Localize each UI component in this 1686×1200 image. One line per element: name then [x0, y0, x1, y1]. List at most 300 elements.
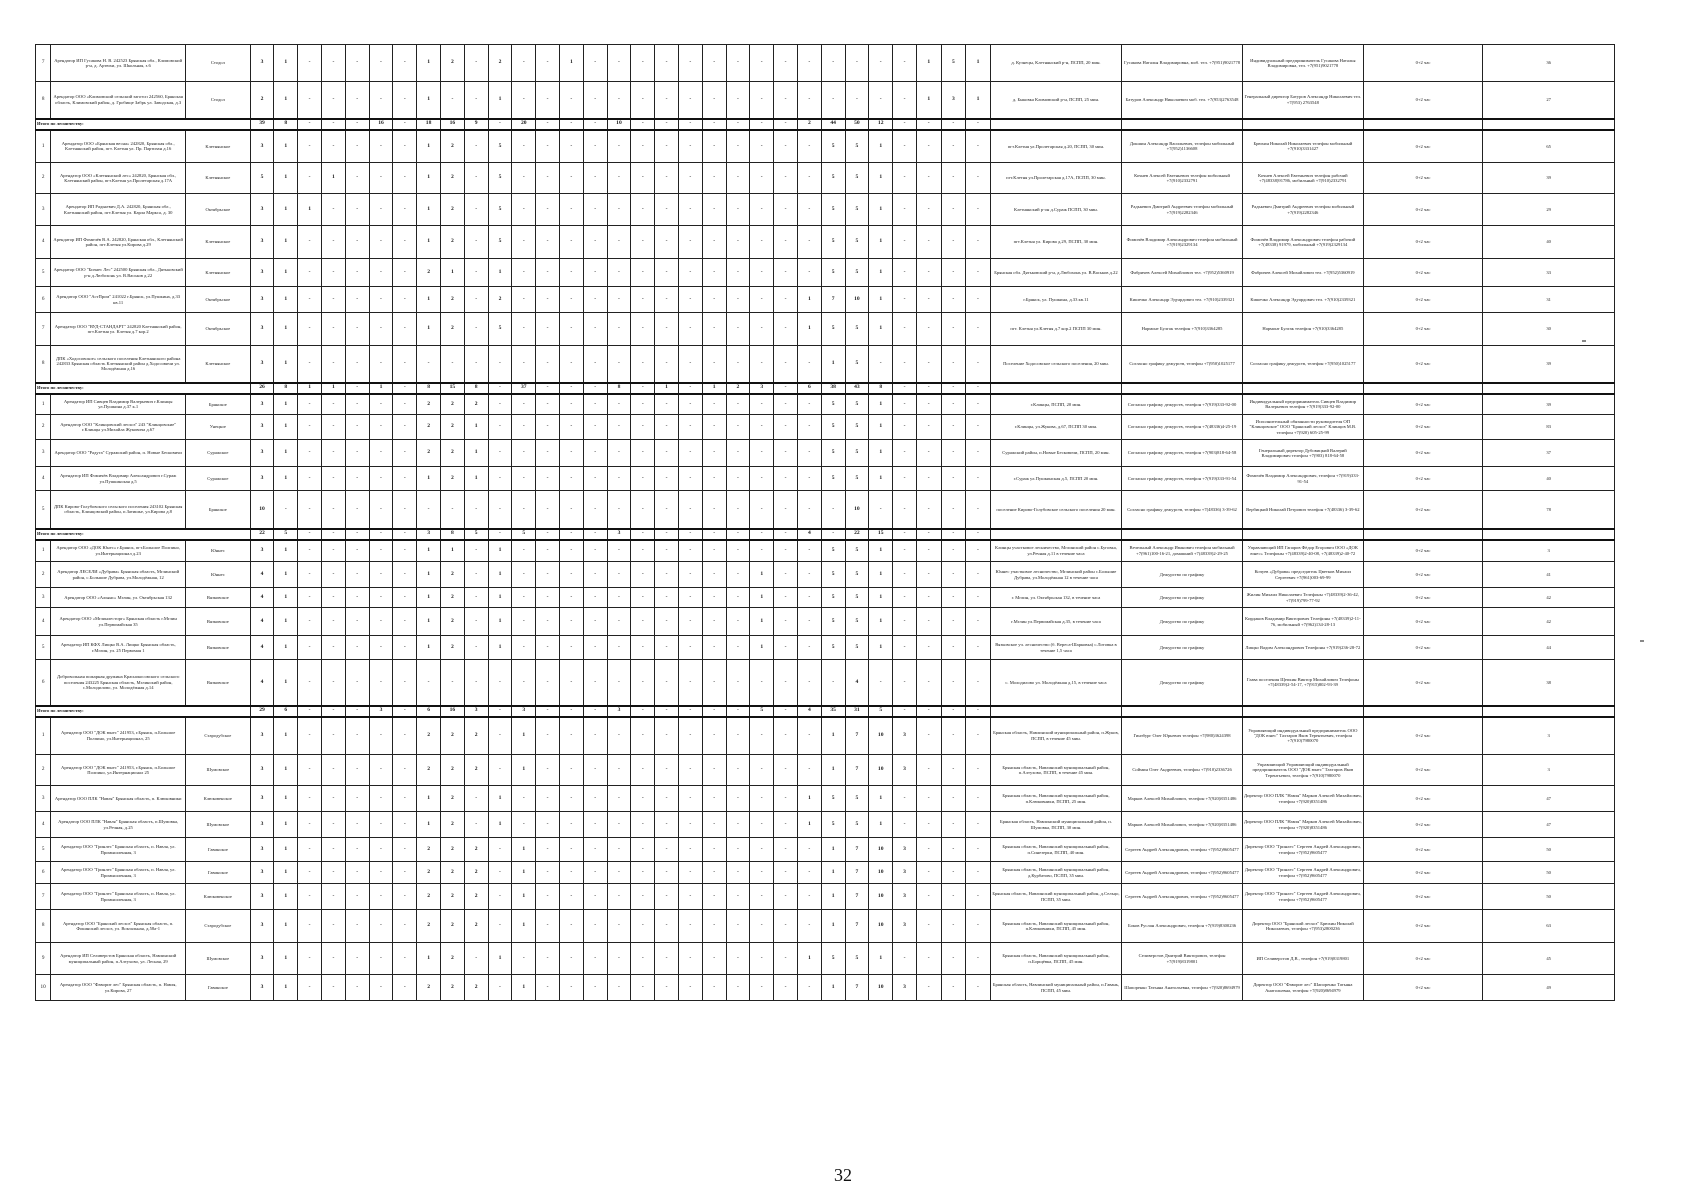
- resource-count-cell: -: [678, 755, 702, 786]
- resource-count-cell: -: [774, 287, 798, 313]
- resource-count-cell: -: [774, 440, 798, 467]
- resource-count-cell: -: [966, 415, 991, 440]
- resource-count-cell: -: [726, 491, 750, 529]
- resource-count-cell: -: [464, 226, 488, 259]
- table-row: [36, 975, 1615, 1001]
- contact-cell: Генеральный директор Батуров Александр Николаевич тел. +7(953) 2763548: [1242, 82, 1363, 119]
- resource-count-cell: 2: [440, 45, 464, 82]
- resource-count-cell: -: [583, 608, 607, 636]
- resource-count-cell: -: [369, 259, 393, 287]
- resource-count-cell: -: [393, 786, 417, 812]
- resource-count-cell: -: [440, 82, 464, 119]
- resource-count-cell: -: [797, 540, 821, 562]
- resource-count-cell: 1: [417, 588, 441, 608]
- resource-count-cell: 1: [274, 163, 298, 194]
- resource-count-cell: -: [559, 313, 583, 346]
- tenant-cell: Арендатор ООО «ДОК Юнес» г.Брянск, пгт.Большое Полпино, ул.Интернационал д.23: [51, 540, 186, 562]
- empty-cell: [990, 706, 1121, 717]
- resource-count-cell: -: [369, 45, 393, 82]
- resource-count-cell: 1: [821, 910, 845, 943]
- table-row: [36, 717, 1615, 755]
- subtotal-value-cell: 18: [417, 119, 441, 130]
- subtotal-value-cell: -: [345, 119, 369, 130]
- resource-count-cell: 1: [417, 786, 441, 812]
- resource-count-cell: -: [512, 415, 536, 440]
- resource-count-cell: -: [322, 394, 346, 415]
- resource-count-cell: 1: [274, 394, 298, 415]
- resource-count-cell: -: [298, 717, 322, 755]
- subtotal-value-cell: 5: [512, 529, 536, 540]
- resource-count-cell: -: [512, 562, 536, 588]
- resource-count-cell: -: [369, 862, 393, 884]
- resource-count-cell: -: [607, 717, 631, 755]
- forestry-district-cell: Клюковенское: [186, 884, 251, 910]
- subtotal-value-cell: -: [322, 706, 346, 717]
- tenant-cell: Арендатор ООО "ВУД-СТАНДАРТ" 242820 Клетнянский район, пгт.Клетня ул. Клетня д.7 кор.2: [51, 313, 186, 346]
- subtotal-value-cell: -: [726, 529, 750, 540]
- empty-cell: [1363, 383, 1483, 394]
- empty-cell: [1242, 383, 1363, 394]
- resource-count-cell: 1: [274, 562, 298, 588]
- resource-count-cell: 2: [440, 786, 464, 812]
- resource-count-cell: -: [702, 82, 726, 119]
- resource-count-cell: -: [536, 287, 560, 313]
- subtotal-value-cell: -: [893, 383, 917, 394]
- resource-count-cell: -: [322, 287, 346, 313]
- subtotal-value-cell: -: [631, 119, 655, 130]
- resource-count-cell: -: [345, 194, 369, 226]
- resource-count-cell: -: [655, 755, 679, 786]
- resource-count-cell: -: [631, 440, 655, 467]
- resource-count-cell: -: [607, 467, 631, 491]
- subtotal-value-cell: -: [774, 383, 798, 394]
- resource-count-cell: -: [702, 259, 726, 287]
- location-cell: пгт. Клетня ул.Клетня д.7 кор.2 ПСПП 30 мин.: [990, 313, 1121, 346]
- resource-count-cell: -: [583, 975, 607, 1001]
- tenant-cell: Арендатор ИП Селиверстов Брянская область, Навлинский муниципальный район, п.Алтухово, ул. Лесная, 29: [51, 943, 186, 975]
- resource-count-cell: -: [797, 910, 821, 943]
- resource-count-cell: -: [583, 226, 607, 259]
- subtotal-value-cell: -: [583, 383, 607, 394]
- resource-count-cell: -: [512, 491, 536, 529]
- resource-count-cell: -: [869, 82, 893, 119]
- location-cell: г.Клинцы, ул.Жукова, д.67, ПСПП 30 мин.: [990, 415, 1121, 440]
- resource-count-cell: -: [298, 975, 322, 1001]
- resource-count-cell: -: [417, 491, 441, 529]
- subtotal-value-cell: -: [774, 119, 798, 130]
- responsible-person-cell: Кочнев Алексей Евгеньевич телефон мобильный +7(910)2332791: [1122, 163, 1243, 194]
- resource-count-cell: -: [536, 394, 560, 415]
- resource-count-cell: 1: [797, 786, 821, 812]
- resource-count-cell: -: [726, 755, 750, 786]
- resource-count-cell: 2: [417, 975, 441, 1001]
- resource-count-cell: 5: [488, 163, 512, 194]
- forestry-district-cell: Вязковское: [186, 636, 251, 660]
- resource-count-cell: -: [966, 975, 991, 1001]
- resource-count-cell: 2: [440, 812, 464, 838]
- tenant-cell: Арендатор ИП Радькевич Д.А. 242820, Брянская обл., Клетнянский район, пгт.Клетня ул. Карла Маркса, д. 30: [51, 194, 186, 226]
- subtotal-value-cell: -: [536, 119, 560, 130]
- resource-count-cell: -: [966, 910, 991, 943]
- resource-count-cell: -: [916, 588, 941, 608]
- resource-count-cell: -: [655, 910, 679, 943]
- resource-count-cell: -: [583, 588, 607, 608]
- empty-cell: [1483, 119, 1615, 130]
- resource-count-cell: -: [678, 226, 702, 259]
- resource-count-cell: -: [559, 975, 583, 1001]
- resource-count-cell: 1: [274, 130, 298, 163]
- resource-count-cell: -: [298, 82, 322, 119]
- resource-count-cell: -: [631, 491, 655, 529]
- resource-count-cell: 4: [845, 660, 869, 706]
- tenant-cell: Арендатор ООО "Фаворит лес" Брянская область, п. Навля, ул.Кирова, 27: [51, 975, 186, 1001]
- resource-count-cell: 1: [464, 467, 488, 491]
- resource-count-cell: -: [797, 130, 821, 163]
- resource-count-cell: -: [941, 540, 966, 562]
- resource-count-cell: -: [393, 862, 417, 884]
- resource-count-cell: -: [916, 755, 941, 786]
- resource-count-cell: 5: [845, 943, 869, 975]
- resource-count-cell: -: [797, 717, 821, 755]
- resource-count-cell: -: [559, 636, 583, 660]
- resource-count-cell: 1: [274, 194, 298, 226]
- resource-count-cell: -: [322, 838, 346, 862]
- resource-count-cell: -: [893, 82, 917, 119]
- subtotal-value-cell: -: [583, 529, 607, 540]
- resource-count-cell: -: [583, 259, 607, 287]
- subtotal-label: Итого по лесничеству:: [36, 383, 251, 394]
- resource-count-cell: -: [607, 82, 631, 119]
- resource-count-cell: -: [966, 313, 991, 346]
- subtotal-value-cell: 39: [250, 119, 274, 130]
- resource-count-cell: 3: [250, 975, 274, 1001]
- resource-count-cell: -: [702, 975, 726, 1001]
- resource-count-cell: 1: [417, 540, 441, 562]
- resource-count-cell: -: [512, 259, 536, 287]
- resource-count-cell: 5: [821, 394, 845, 415]
- tenant-cell: ДПК Кирово-Голубовского сельского поселения 243102 Брянская область, Клинцовский район, п.Затишье, ул.Кирова д.8: [51, 491, 186, 529]
- resource-count-cell: -: [869, 45, 893, 82]
- location-cell: Суражский район, п.Новые Бесковичи, ПСПП, 20 мин.: [990, 440, 1121, 467]
- resource-count-cell: -: [369, 786, 393, 812]
- resource-count-cell: -: [774, 467, 798, 491]
- resource-count-cell: 2: [464, 975, 488, 1001]
- resource-count-cell: 1: [488, 540, 512, 562]
- row-number-cell: 7: [36, 884, 51, 910]
- resource-count-cell: -: [916, 163, 941, 194]
- resource-count-cell: -: [797, 491, 821, 529]
- subtotal-value-cell: 9: [464, 119, 488, 130]
- resource-count-cell: -: [322, 467, 346, 491]
- resource-count-cell: -: [536, 226, 560, 259]
- resource-count-cell: -: [966, 862, 991, 884]
- resource-count-cell: -: [893, 45, 917, 82]
- resource-count-cell: -: [631, 910, 655, 943]
- resource-count-cell: 5: [821, 226, 845, 259]
- resource-count-cell: -: [966, 540, 991, 562]
- resource-count-cell: -: [298, 884, 322, 910]
- resource-count-cell: -: [797, 415, 821, 440]
- resource-count-cell: 7: [845, 884, 869, 910]
- resource-count-cell: -: [774, 45, 798, 82]
- tenant-cell: Арендатор ООО "Гринлес" Брянская область, п. Навля, ул. Промышленная, 3: [51, 884, 186, 910]
- resource-count-cell: -: [512, 540, 536, 562]
- resource-count-cell: -: [583, 467, 607, 491]
- resource-count-cell: -: [369, 226, 393, 259]
- resource-count-cell: -: [702, 910, 726, 943]
- resource-count-cell: -: [966, 163, 991, 194]
- resource-count-cell: -: [298, 394, 322, 415]
- resource-count-cell: -: [631, 717, 655, 755]
- location-cell: д. Кузнецы, Клетнянский р-н, ПСПП, 20 мин.: [990, 45, 1121, 82]
- resource-count-cell: -: [512, 812, 536, 838]
- resource-count-cell: 1: [274, 812, 298, 838]
- resource-count-cell: -: [607, 226, 631, 259]
- resource-count-cell: -: [750, 491, 774, 529]
- resource-count-cell: -: [512, 82, 536, 119]
- resource-count-cell: -: [322, 562, 346, 588]
- resource-count-cell: -: [607, 45, 631, 82]
- resource-count-cell: -: [559, 394, 583, 415]
- tenant-cell: Арендатор ООО ПЛК "Навля" Брянская область, п.Шумовка, ул.Речная, д.25: [51, 812, 186, 838]
- resource-count-cell: 1: [869, 440, 893, 467]
- forestry-district-cell: Гавинское: [186, 975, 251, 1001]
- responsible-person-cell: Боков Руслан Александрович, телефон +7(919)8300236: [1122, 910, 1243, 943]
- location-cell: пгт.Клетня ул. Кирова д.29, ПСПП, 30 мин.: [990, 226, 1121, 259]
- resource-count-cell: 5: [845, 346, 869, 383]
- distance-cell: 3: [1483, 717, 1615, 755]
- resource-count-cell: -: [345, 45, 369, 82]
- resource-count-cell: -: [559, 287, 583, 313]
- resource-count-cell: 5: [488, 313, 512, 346]
- resource-count-cell: -: [607, 415, 631, 440]
- resource-count-cell: -: [774, 415, 798, 440]
- forestry-district-cell: Суражское: [186, 440, 251, 467]
- distance-cell: 50: [1483, 862, 1615, 884]
- subtotal-value-cell: -: [298, 706, 322, 717]
- resource-count-cell: -: [678, 467, 702, 491]
- resource-count-cell: -: [869, 660, 893, 706]
- resource-count-cell: -: [298, 415, 322, 440]
- resource-count-cell: -: [369, 130, 393, 163]
- resource-count-cell: 2: [440, 636, 464, 660]
- resource-count-cell: -: [893, 394, 917, 415]
- resource-count-cell: -: [750, 884, 774, 910]
- resource-count-cell: 1: [488, 82, 512, 119]
- resource-count-cell: -: [726, 608, 750, 636]
- resource-count-cell: 4: [250, 562, 274, 588]
- distance-cell: 63: [1483, 910, 1615, 943]
- subtotal-value-cell: 8: [417, 383, 441, 394]
- resource-count-cell: 3: [250, 287, 274, 313]
- resource-count-cell: -: [797, 588, 821, 608]
- resource-count-cell: -: [631, 884, 655, 910]
- resource-count-cell: -: [893, 163, 917, 194]
- resource-count-cell: -: [893, 943, 917, 975]
- resource-count-cell: -: [393, 812, 417, 838]
- resource-count-cell: -: [345, 975, 369, 1001]
- responsible-person-cell: Согласно графику дежурств, телефон +7(903)818-64-58: [1122, 440, 1243, 467]
- resource-count-cell: 2: [464, 862, 488, 884]
- response-time-cell: 0+2 час: [1363, 608, 1483, 636]
- location-cell: пгт.Клетня ул.Пролетарская д.17А, ПСПП, 30 мин.: [990, 163, 1121, 194]
- resource-count-cell: -: [488, 910, 512, 943]
- resource-count-cell: -: [631, 540, 655, 562]
- resource-count-cell: -: [797, 975, 821, 1001]
- resource-count-cell: -: [536, 786, 560, 812]
- resource-count-cell: -: [941, 943, 966, 975]
- subtotal-value-cell: -: [559, 119, 583, 130]
- subtotal-value-cell: -: [559, 529, 583, 540]
- response-time-cell: 0+2 час: [1363, 226, 1483, 259]
- resource-count-cell: 3: [250, 540, 274, 562]
- tenant-cell: Арендатор ИП Фомичёв В.А. 242820, Брянская обл., Клетнянский район, пгт.Клетня ул.Кирова д.29: [51, 226, 186, 259]
- resource-count-cell: 2: [440, 910, 464, 943]
- resource-count-cell: 2: [417, 755, 441, 786]
- table-row: [36, 415, 1615, 440]
- resource-count-cell: -: [702, 491, 726, 529]
- resource-count-cell: -: [512, 346, 536, 383]
- resource-count-cell: -: [869, 346, 893, 383]
- resource-count-cell: -: [655, 440, 679, 467]
- distance-cell: 40: [1483, 226, 1615, 259]
- location-cell: с. Молодилово ул. Молодёжная д.15, в течение часа: [990, 660, 1121, 706]
- location-cell: Брянская область, Навлинский муниципальный район, п.Клюковники, ПСПП, 25 мин.: [990, 786, 1121, 812]
- distance-cell: 33: [1483, 259, 1615, 287]
- resource-count-cell: -: [678, 415, 702, 440]
- subtotal-value-cell: 16: [440, 119, 464, 130]
- resource-count-cell: -: [464, 588, 488, 608]
- response-time-cell: 0+2 час: [1363, 82, 1483, 119]
- resource-count-cell: -: [583, 163, 607, 194]
- resource-count-cell: -: [298, 45, 322, 82]
- resource-count-cell: -: [298, 660, 322, 706]
- forestry-district-cell: Клетнянское: [186, 226, 251, 259]
- resource-count-cell: -: [559, 862, 583, 884]
- resource-count-cell: -: [345, 562, 369, 588]
- tenant-cell: Арендатор ИП Сивцев Владимир Валерьевич г.Клинцы ул.Пушкина д.37 к.1: [51, 394, 186, 415]
- resource-count-cell: -: [464, 943, 488, 975]
- subtotal-value-cell: -: [631, 383, 655, 394]
- resource-count-cell: -: [631, 163, 655, 194]
- resource-count-cell: 2: [440, 717, 464, 755]
- resource-count-cell: -: [536, 491, 560, 529]
- subtotal-value-cell: -: [916, 383, 941, 394]
- row-number-cell: 2: [36, 755, 51, 786]
- resource-count-cell: -: [966, 636, 991, 660]
- resource-count-cell: -: [678, 45, 702, 82]
- subtotal-value-cell: 1: [369, 383, 393, 394]
- subtotal-value-cell: 8: [440, 529, 464, 540]
- resource-count-cell: -: [750, 975, 774, 1001]
- resource-count-cell: -: [678, 313, 702, 346]
- resource-count-cell: -: [726, 440, 750, 467]
- resource-count-cell: -: [559, 440, 583, 467]
- resource-count-cell: -: [440, 346, 464, 383]
- responsible-person-cell: Дежурство по графику: [1122, 588, 1243, 608]
- resource-count-cell: -: [916, 838, 941, 862]
- row-number-cell: 8: [36, 910, 51, 943]
- resource-count-cell: -: [298, 838, 322, 862]
- empty-cell: [1483, 529, 1615, 540]
- resource-count-cell: -: [322, 755, 346, 786]
- resource-count-cell: 1: [274, 636, 298, 660]
- resource-count-cell: -: [536, 812, 560, 838]
- responsible-person-cell: Докшин Александр Васильевич, телефон мобильный +7(952)1136608: [1122, 130, 1243, 163]
- subtotal-value-cell: -: [702, 706, 726, 717]
- resource-count-cell: -: [345, 287, 369, 313]
- subtotal-value-cell: -: [559, 706, 583, 717]
- distance-cell: 65: [1483, 130, 1615, 163]
- row-number-cell: 5: [36, 838, 51, 862]
- resource-count-cell: 5: [488, 226, 512, 259]
- empty-cell: [1242, 529, 1363, 540]
- resource-count-cell: -: [607, 786, 631, 812]
- response-time-cell: 0+2 час: [1363, 562, 1483, 588]
- resource-count-cell: -: [298, 226, 322, 259]
- resource-count-cell: -: [322, 491, 346, 529]
- resource-count-cell: -: [750, 755, 774, 786]
- resource-count-cell: -: [488, 838, 512, 862]
- resource-count-cell: -: [916, 975, 941, 1001]
- resource-count-cell: -: [345, 163, 369, 194]
- resource-count-cell: 10: [845, 287, 869, 313]
- tenant-cell: Арендатор ООО "Радуга" Суражский район, п. Новые Бесковичи: [51, 440, 186, 467]
- resource-count-cell: 1: [417, 313, 441, 346]
- resource-count-cell: 2: [440, 226, 464, 259]
- resource-count-cell: 4: [250, 588, 274, 608]
- resource-count-cell: 2: [440, 194, 464, 226]
- resource-count-cell: -: [322, 82, 346, 119]
- response-time-cell: 0+2 час: [1363, 287, 1483, 313]
- response-time-cell: 0+2 час: [1363, 259, 1483, 287]
- resource-count-cell: -: [702, 394, 726, 415]
- resource-count-cell: -: [941, 755, 966, 786]
- resource-count-cell: -: [631, 394, 655, 415]
- resource-count-cell: -: [966, 588, 991, 608]
- distance-cell: 83: [1483, 415, 1615, 440]
- resource-count-cell: -: [559, 82, 583, 119]
- row-number-cell: 4: [36, 608, 51, 636]
- response-time-cell: 0+2 час: [1363, 440, 1483, 467]
- empty-cell: [1122, 383, 1243, 394]
- resource-count-cell: -: [941, 975, 966, 1001]
- resource-count-cell: -: [797, 562, 821, 588]
- resource-count-cell: -: [345, 786, 369, 812]
- subtotal-row: [36, 706, 1615, 717]
- resource-count-cell: -: [345, 943, 369, 975]
- resource-count-cell: -: [750, 943, 774, 975]
- subtotal-value-cell: 1: [322, 383, 346, 394]
- resource-count-cell: -: [607, 660, 631, 706]
- resource-count-cell: 1: [417, 163, 441, 194]
- resource-count-cell: -: [488, 717, 512, 755]
- resource-count-cell: -: [726, 717, 750, 755]
- resource-count-cell: -: [941, 636, 966, 660]
- resource-count-cell: 2: [440, 588, 464, 608]
- resource-count-cell: -: [774, 636, 798, 660]
- responsible-person-cell: Сергеев Андрей Александрович, телефон +7(952)9605477: [1122, 884, 1243, 910]
- table-row: [36, 862, 1615, 884]
- distance-cell: 27: [1483, 82, 1615, 119]
- resource-count-cell: -: [369, 540, 393, 562]
- resource-count-cell: 2: [440, 440, 464, 467]
- resource-count-cell: -: [559, 910, 583, 943]
- responsible-person-cell: Нармонт Булгак телефон +7(910)3364285: [1122, 313, 1243, 346]
- resource-count-cell: -: [393, 943, 417, 975]
- resource-count-cell: -: [655, 163, 679, 194]
- resource-count-cell: -: [536, 636, 560, 660]
